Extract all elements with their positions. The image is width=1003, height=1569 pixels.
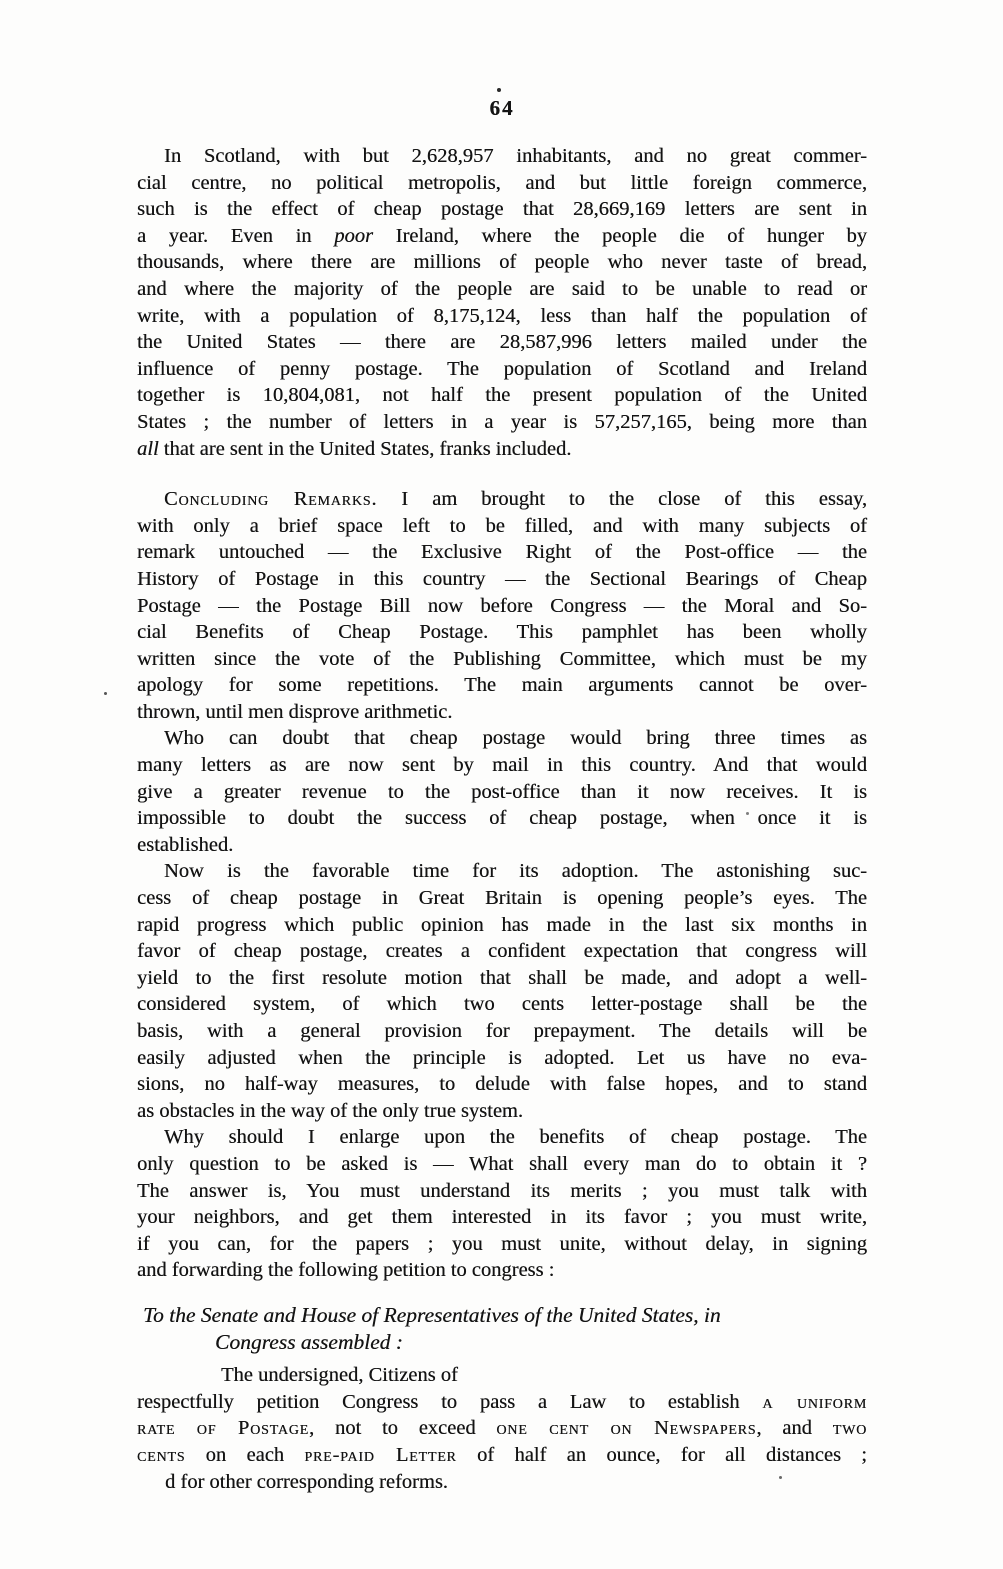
text-line: a year. Even in poor Ireland, where the people die of hunger by bbox=[137, 224, 867, 247]
text-line: give a greater revenue to the post-office than it now receives. It is bbox=[137, 780, 867, 803]
text-line: d for other corresponding reforms. bbox=[165, 1470, 448, 1493]
petition-text bbox=[137, 1362, 867, 1495]
small-caps-text: Concluding Remarks. bbox=[164, 488, 378, 511]
text-line: yield to the first resolute motion that shall be made, and adopt a well- bbox=[137, 966, 867, 989]
text-line: apology for some repetitions. The main arguments cannot be over- bbox=[137, 674, 867, 697]
text-line: with only a brief space left to be filled, and with many subjects of bbox=[137, 514, 867, 537]
text-line: cents on each pre-paid Letter of half an ounce, for all distances ; bbox=[137, 1443, 867, 1466]
text-line: thrown, until men disprove arithmetic. bbox=[137, 700, 453, 723]
text-line: as obstacles in the way of the only true system. bbox=[137, 1099, 523, 1122]
text-line: thousands, where there are millions of people who never taste of bread, bbox=[137, 251, 867, 274]
text-line: In Scotland, with but 2,628,957 inhabitants, and no great commer- bbox=[164, 145, 867, 167]
para-who-can-doubt bbox=[137, 725, 867, 858]
scan-speckle bbox=[497, 88, 501, 92]
text-line: and where the majority of the people are said to be unable to read or bbox=[137, 277, 867, 300]
text-line: Postage — the Postage Bill now before Congress — the Moral and So- bbox=[137, 594, 867, 617]
text-line: such is the effect of cheap postage that 28,669,169 letters are sent in bbox=[137, 198, 867, 221]
scan-speckle bbox=[104, 692, 107, 695]
text-line: many letters as are now sent by mail in this country. And that would bbox=[137, 754, 867, 777]
text-line: only question to be asked is — What shall every man do to obtain it ? bbox=[137, 1152, 867, 1175]
small-caps-text: one cent on Newspapers bbox=[496, 1417, 757, 1440]
page-text bbox=[137, 95, 867, 1495]
italic-text: all bbox=[137, 437, 159, 460]
text-line: cess of cheap postage in Great Britain is opening people’s eyes. The bbox=[137, 887, 867, 910]
text-line: and forwarding the following petition to congress : bbox=[137, 1259, 555, 1282]
text-line: rate of Postage, not to exceed one cent on Newspapers, and two bbox=[137, 1417, 867, 1440]
text-line: considered system, of which two cents letter-postage shall be the bbox=[137, 993, 867, 1016]
text-line: States ; the number of letters in a year is 57,257,165, being more than bbox=[137, 410, 867, 433]
text-line: Why should I enlarge upon the benefits of cheap postage. The bbox=[164, 1126, 867, 1149]
text-line: cial Benefits of Cheap Postage. This pamphlet has been wholly bbox=[137, 621, 867, 644]
text-line: write, with a population of 8,175,124, less than half the population of bbox=[137, 304, 867, 327]
text-line: the United States — there are 28,587,996 letters mailed under the bbox=[137, 331, 867, 354]
text-line: established. bbox=[137, 833, 234, 856]
text-line: your neighbors, and get them interested in its favor ; you must write, bbox=[137, 1206, 867, 1229]
text-line: influence of penny postage. The population of Scotland and Ireland bbox=[137, 357, 867, 380]
text-line: rapid progress which public opinion has made in the last six months in bbox=[137, 913, 867, 936]
text-line: The answer is, You must understand its merits ; you must talk with bbox=[137, 1179, 867, 1202]
text-line: cial centre, no political metropolis, and but little foreign commerce, bbox=[137, 171, 867, 194]
text-line: Congress assembled : bbox=[215, 1329, 403, 1354]
para-why-enlarge bbox=[137, 1124, 867, 1284]
text-line: easily adjusted when the principle is adopted. Let us have no eva- bbox=[137, 1046, 867, 1069]
page-number: 64 bbox=[489, 96, 515, 120]
text-line: The undersigned, Citizens of bbox=[221, 1364, 458, 1387]
para-scotland-ireland bbox=[137, 143, 867, 462]
small-caps-text: cents bbox=[137, 1443, 186, 1466]
text-line: remark untouched — the Exclusive Right of the Post-office — the bbox=[137, 541, 867, 564]
petition-heading bbox=[137, 1302, 867, 1355]
para-now-is-favorable-time bbox=[137, 858, 867, 1124]
text-line: History of Postage in this country — the Sectional Bearings of Cheap bbox=[137, 567, 867, 590]
text-line: Who can doubt that cheap postage would bring three times as bbox=[164, 727, 867, 750]
text-line: impossible to doubt the success of cheap postage, when once it is bbox=[137, 807, 867, 830]
small-caps-text: two bbox=[832, 1417, 867, 1440]
small-caps-text: rate of Postage bbox=[137, 1417, 310, 1440]
text-line: To the Senate and House of Representatives of the United States, in bbox=[143, 1302, 721, 1327]
text-line: together is 10,804,081, not half the present population of the United bbox=[137, 384, 867, 407]
small-caps-text: a uniform bbox=[762, 1390, 867, 1413]
text-line: favor of cheap postage, creates a confident expectation that congress will bbox=[137, 940, 867, 963]
text-line: sions, no half-way measures, to delude with false hopes, and to stand bbox=[137, 1073, 867, 1096]
text-line: basis, with a general provision for prepayment. The details will be bbox=[137, 1020, 867, 1042]
text-line: all that are sent in the United States, franks included. bbox=[137, 437, 572, 460]
italic-text: poor bbox=[334, 224, 373, 247]
text-line: if you can, for the papers ; you must unite, without delay, in signing bbox=[137, 1232, 867, 1255]
text-line: Now is the favorable time for its adoption. The astonishing suc- bbox=[164, 860, 867, 883]
para-concluding-remarks bbox=[137, 486, 867, 725]
small-caps-text: pre-paid Letter bbox=[304, 1443, 457, 1466]
text-line: respectfully petition Congress to pass a Law to establish a uniform bbox=[137, 1390, 867, 1413]
text-line: Concluding Remarks. I am brought to the close of this essay, bbox=[164, 488, 867, 511]
text-line: written since the vote of the Publishing Committee, which must be my bbox=[137, 647, 867, 670]
